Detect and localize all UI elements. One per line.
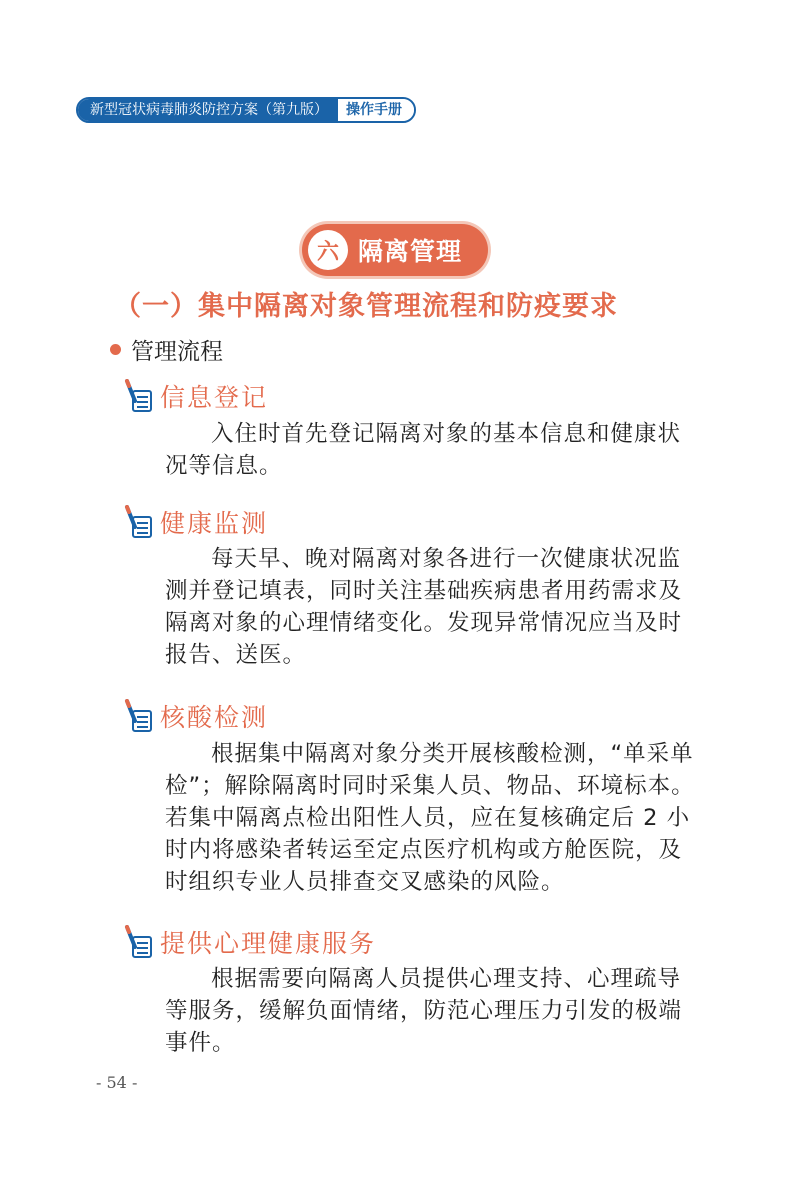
pen-and-list-icon (124, 505, 154, 539)
bullet-dot-icon (110, 344, 121, 355)
item-text: 每天早、晚对隔离对象各进行一次健康状况监测并登记填表，同时关注基础疾病患者用药需求及隔离对象的心理情绪变化。发现异常情况应当及时报告、送医。 (165, 546, 683, 668)
section-title: 隔离管理 (358, 237, 463, 266)
subsection-title: （一）集中隔离对象管理流程和防疫要求 (114, 291, 618, 322)
document-title: 新型冠状病毒肺炎防控方案（第九版） (78, 99, 338, 121)
item-title: 信息登记 (160, 383, 269, 412)
pen-and-list-icon (124, 925, 154, 959)
section-heading (302, 224, 488, 276)
item-title: 提供心理健康服务 (160, 929, 377, 958)
section-number: 六 (308, 230, 348, 270)
item-text: 入住时首先登记隔离对象的基本信息和健康状况等信息。 (165, 421, 682, 479)
page-number: - 54 - (96, 1073, 138, 1092)
item-title: 核酸检测 (160, 703, 269, 732)
bullet-label: 管理流程 (131, 339, 223, 365)
pen-and-list-icon (124, 379, 154, 413)
item-heading (124, 378, 268, 414)
manual-tag: 操作手册 (338, 99, 414, 121)
item-heading (124, 504, 268, 540)
bullet-heading (110, 333, 223, 366)
item-heading (124, 924, 376, 960)
header-badge (76, 97, 416, 123)
pen-and-list-icon (124, 699, 154, 733)
item-text: 根据需要向隔离人员提供心理支持、心理疏导等服务，缓解负面情绪，防范心理压力引发的极端事件。 (165, 966, 683, 1056)
item-text: 根据集中隔离对象分类开展核酸检测，“单采单检”；解除隔离时同时采集人员、物品、环境标本。若集中隔离点检出阳性人员，应在复核确定后 2 小时内将感染者转运至定点医疗机构或方舱医院，及时组织专业人员排查交叉感染的风险。 (165, 741, 695, 895)
item-title: 健康监测 (160, 509, 269, 538)
item-heading (124, 698, 268, 734)
